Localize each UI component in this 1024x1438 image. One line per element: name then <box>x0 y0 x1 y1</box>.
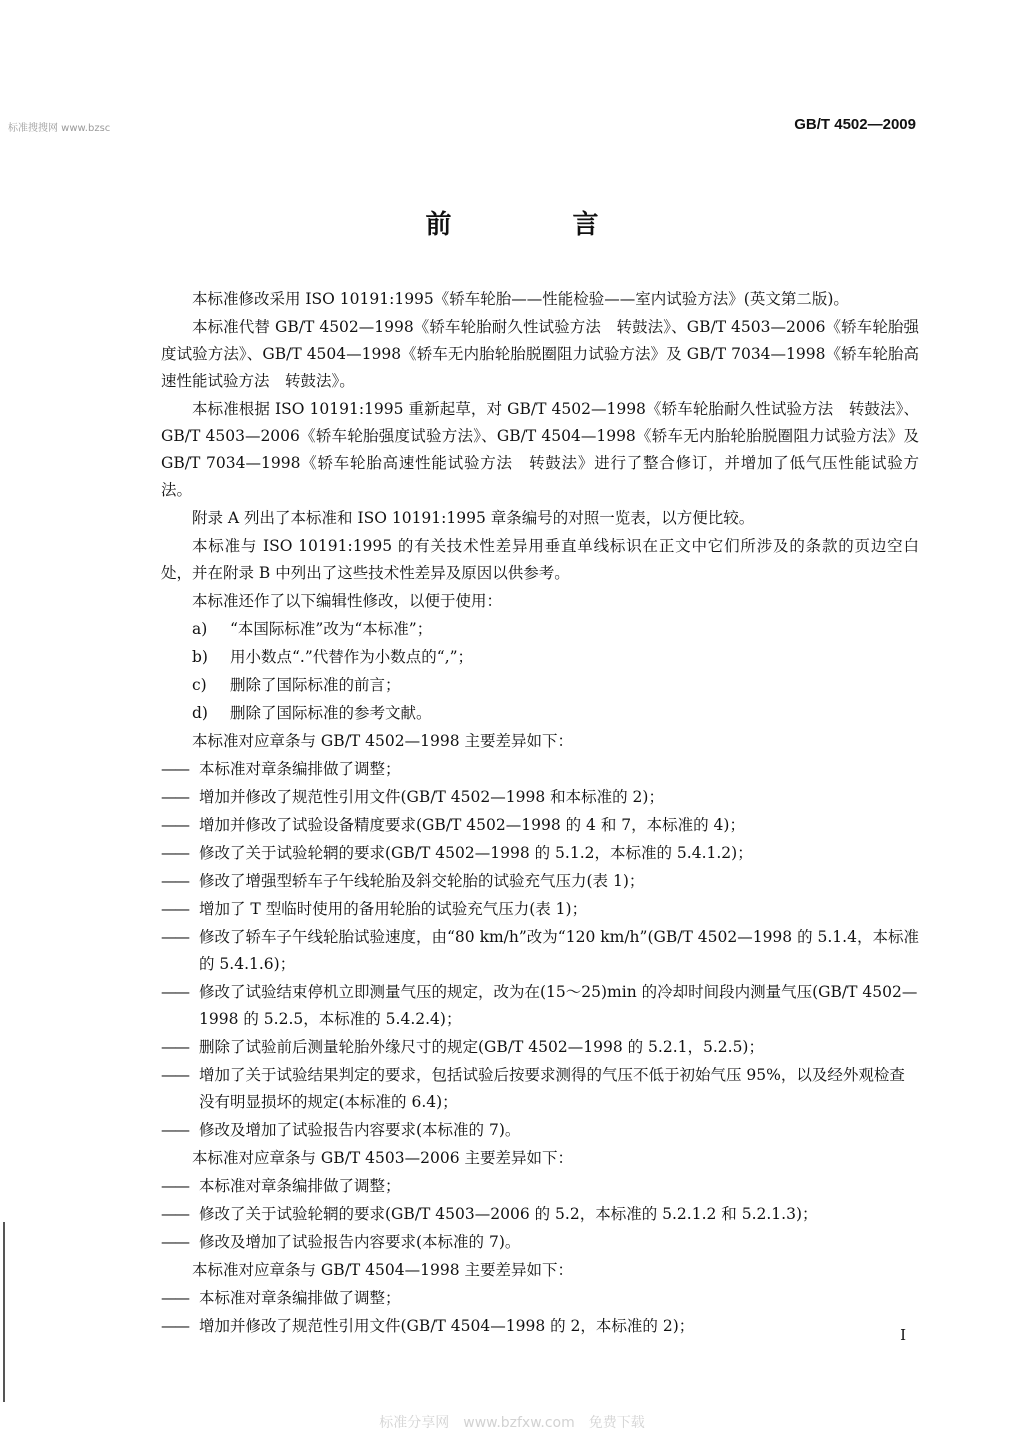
footer-watermark: 标准分享网 www.bzfxw.com 免费下载 <box>379 1415 645 1431</box>
dash-glyph: —— <box>161 1317 188 1335</box>
dash-item-text: 修改了试验结束停机立即测量气压的规定，改为在(15～25)min 的冷却时间段内测量气压(GB/T 4502—1998 的 5.2.5，本标准的 5.4.2.4)； <box>199 983 918 1028</box>
dash-item <box>161 896 919 923</box>
dash-item-text: 修改了增强型轿车子午线轮胎及斜交轮胎的试验充气压力(表 1)； <box>199 872 645 890</box>
dash-item <box>161 868 919 895</box>
dash-item-text: 本标准对章条编排做了调整； <box>199 1177 401 1195</box>
dash-item <box>161 756 919 783</box>
dash-item-text: 修改及增加了试验报告内容要求(本标准的 7)。 <box>199 1121 521 1139</box>
dash-glyph: —— <box>161 928 188 946</box>
standard-number: GB/T 4502—2009 <box>794 116 916 133</box>
dash-glyph: —— <box>161 760 188 778</box>
dash-glyph: —— <box>161 983 188 1001</box>
list-item-text: “本国际标准”改为“本标准”； <box>230 620 433 638</box>
foreword-body <box>161 286 919 1341</box>
section-intro: 本标准对应章条与 GB/T 4502—1998 主要差异如下： <box>192 732 574 750</box>
scan-edge-line <box>3 1222 5 1402</box>
dash-glyph: —— <box>161 844 188 862</box>
dash-glyph: —— <box>161 1289 188 1307</box>
dash-item <box>161 1201 919 1228</box>
dash-item <box>161 812 919 839</box>
dash-item-text: 增加并修改了规范性引用文件(GB/T 4504—1998 的 2，本标准的 2)； <box>199 1317 695 1335</box>
dash-item-text: 增加了关于试验结果判定的要求，包括试验后按要求测得的气压不低于初始气压 95%，以及经外观检查没有明显损坏的规定(本标准的 6.4)； <box>199 1066 905 1111</box>
dash-glyph: —— <box>161 1038 188 1056</box>
dash-item <box>161 1034 919 1061</box>
page-title: 前 言 <box>425 210 655 240</box>
dash-item-text: 删除了试验前后测量轮胎外缘尺寸的规定(GB/T 4502—1998 的 5.2.1，5.2.5)； <box>199 1038 764 1056</box>
list-item-text: 删除了国际标准的参考文献。 <box>230 704 432 722</box>
dash-glyph: —— <box>161 1121 188 1139</box>
dash-glyph: —— <box>161 816 188 834</box>
paragraph: 本标准与 ISO 10191:1995 的有关技术性差异用垂直单线标识在正文中它们所涉及的条款的页边空白处，并在附录 B 中列出了这些技术性差异及原因以供参考。 <box>161 537 919 582</box>
dash-item-text: 修改及增加了试验报告内容要求(本标准的 7)。 <box>199 1233 521 1251</box>
list-marker: c) <box>192 676 207 694</box>
dash-item-text: 本标准对章条编排做了调整； <box>199 760 401 778</box>
list-item <box>161 644 919 671</box>
dash-glyph: —— <box>161 872 188 890</box>
list-item-text: 删除了国际标准的前言； <box>230 676 401 694</box>
paragraph: 本标准根据 ISO 10191:1995 重新起草，对 GB/T 4502—1998《轿车轮胎耐久性试验方法 转鼓法》、GB/T 4503—2006《轿车轮胎强度试验方法》、GB/T 4504—1998《轿车无内胎轮胎脱圈阻力试验方法》及 GB/T 7034—1998《轿车轮胎高速性能试验方法 转鼓法》进行了整合修订，并增加了低气压性能试验方法。 <box>161 400 919 499</box>
dash-item-text: 修改了关于试验轮辋的要求(GB/T 4502—1998 的 5.1.2，本标准的 5.4.1.2)； <box>199 844 753 862</box>
dash-glyph: —— <box>161 1233 188 1251</box>
list-item <box>161 616 919 643</box>
section-intro: 本标准对应章条与 GB/T 4503—2006 主要差异如下： <box>192 1149 574 1167</box>
paragraph: 本标准修改采用 ISO 10191:1995《轿车轮胎——性能检验——室内试验方法》(英文第二版)。 <box>192 290 849 308</box>
dash-glyph: —— <box>161 1066 188 1084</box>
page-number: I <box>900 1326 906 1344</box>
list-item <box>161 672 919 699</box>
paragraph: 附录 A 列出了本标准和 ISO 10191:1995 章条编号的对照一览表，以方便比较。 <box>192 509 755 527</box>
dash-item <box>161 784 919 811</box>
dash-item-text: 修改了轿车子午线轮胎试验速度，由“80 km/h”改为“120 km/h”(GB/T 4502—1998 的 5.1.4，本标准的 5.4.1.6)； <box>199 928 919 973</box>
dash-glyph: —— <box>161 900 188 918</box>
list-marker: a) <box>192 620 208 638</box>
list-marker: b) <box>192 648 208 666</box>
paragraph: 本标准还作了以下编辑性修改，以便于使用： <box>192 592 503 610</box>
dash-item-text: 增加并修改了规范性引用文件(GB/T 4502—1998 和本标准的 2)； <box>199 788 664 806</box>
dash-item <box>161 924 919 978</box>
dash-item <box>161 1285 919 1312</box>
site-watermark: 标准搜搜网 www.bzsc <box>8 123 111 134</box>
dash-glyph: —— <box>161 1177 188 1195</box>
section-intro: 本标准对应章条与 GB/T 4504—1998 主要差异如下： <box>192 1261 574 1279</box>
list-item <box>161 700 919 727</box>
list-marker: d) <box>192 704 208 722</box>
dash-item-text: 修改了关于试验轮辋的要求(GB/T 4503—2006 的 5.2，本标准的 5.2.1.2 和 5.2.1.3)； <box>199 1205 818 1223</box>
dash-item <box>161 979 919 1033</box>
dash-item <box>161 1313 919 1340</box>
dash-item-text: 增加了 T 型临时使用的备用轮胎的试验充气压力(表 1)； <box>199 900 588 918</box>
dash-glyph: —— <box>161 1205 188 1223</box>
dash-item <box>161 1229 919 1256</box>
dash-item-text: 增加并修改了试验设备精度要求(GB/T 4502—1998 的 4 和 7，本标准的 4)； <box>199 816 745 834</box>
dash-item <box>161 840 919 867</box>
dash-item <box>161 1117 919 1144</box>
dash-item <box>161 1173 919 1200</box>
dash-item <box>161 1062 919 1116</box>
paragraph: 本标准代替 GB/T 4502—1998《轿车轮胎耐久性试验方法 转鼓法》、GB/T 4503—2006《轿车轮胎强度试验方法》、GB/T 4504—1998《轿车无内胎轮胎脱圈阻力试验方法》及 GB/T 7034—1998《轿车轮胎高速性能试验方法 转鼓法》。 <box>161 318 919 390</box>
dash-item-text: 本标准对章条编排做了调整； <box>199 1289 401 1307</box>
list-item-text: 用小数点“.”代替作为小数点的“,”； <box>230 648 474 666</box>
dash-glyph: —— <box>161 788 188 806</box>
